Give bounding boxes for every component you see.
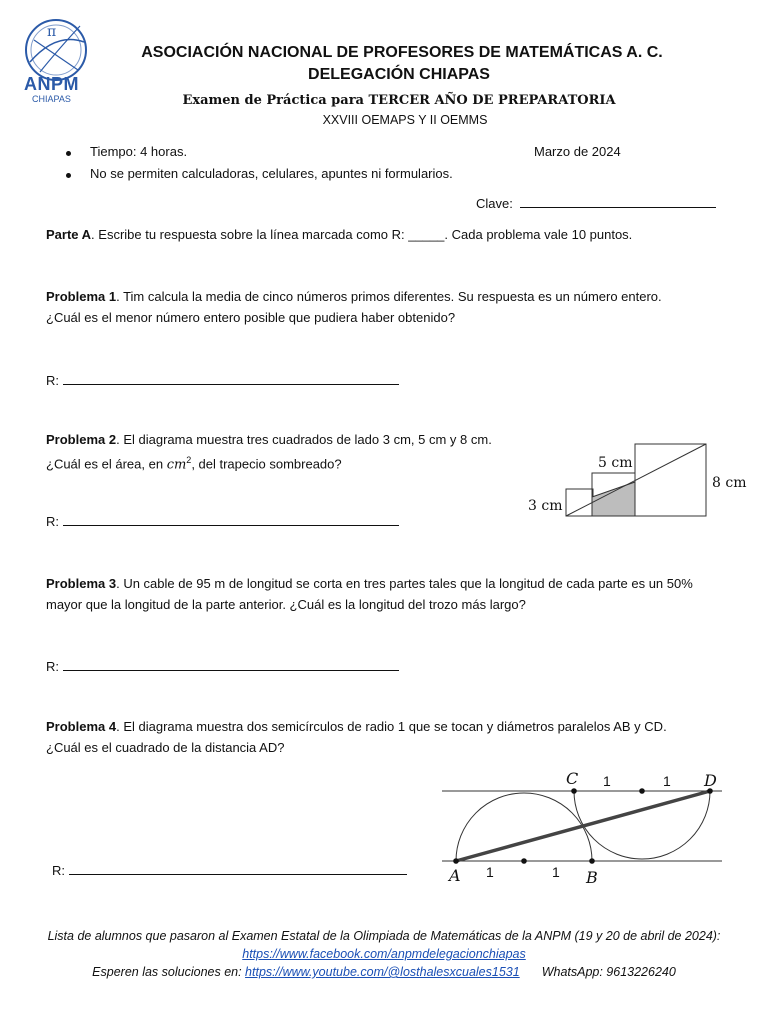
answer-label: R:: [46, 373, 59, 388]
bullet-icon: [66, 173, 71, 178]
midpoint-ab: [521, 858, 527, 864]
part-a-label: Parte A: [46, 227, 92, 242]
label-one: 1: [486, 864, 494, 880]
point-a: [453, 858, 459, 864]
answer-label: R:: [46, 659, 59, 674]
youtube-link[interactable]: https://www.youtube.com/@losthalesxcuales1531: [245, 965, 520, 979]
answer-3[interactable]: [46, 656, 399, 677]
label-5cm: 5 cm: [598, 455, 633, 471]
unit-cm: cm: [166, 457, 187, 473]
label-3cm: 3 cm: [528, 498, 563, 514]
large-square: [635, 444, 706, 516]
squares-diagram: [516, 432, 756, 524]
solutions-text: Esperen las soluciones en:: [92, 965, 246, 979]
exam-date: Marzo de 2024: [534, 144, 621, 159]
answer-1[interactable]: [46, 370, 399, 391]
problem-2-line2-post: , del trapecio sombreado?: [191, 456, 342, 472]
time-bullet: [70, 144, 187, 159]
label-a: A: [449, 866, 461, 885]
bullet-icon: [66, 151, 71, 156]
footer-solutions-row: [0, 963, 768, 982]
rules-bullet: [70, 166, 453, 181]
answer-2[interactable]: [46, 511, 399, 532]
label-8cm: 8 cm: [712, 475, 747, 491]
label-d: D: [704, 771, 717, 790]
problem-1-label: Problema 1: [46, 289, 117, 304]
label-one: 1: [663, 773, 671, 789]
problem-1-line2: ¿Cuál es el menor número entero posible que pudiera haber obtenido?: [46, 310, 456, 325]
problem-2-line2-pre: ¿Cuál es el área, en: [46, 456, 167, 472]
answer-label: R:: [52, 863, 65, 878]
problem-2: [46, 429, 492, 475]
clave-line[interactable]: [520, 195, 716, 208]
answer-3-line[interactable]: [63, 658, 399, 671]
problem-4-line1: . El diagrama muestra dos semicírculos de radio 1 que se tocan y diámetros paralelos AB y CD.: [116, 719, 667, 734]
problem-3-label: Problema 3: [46, 576, 117, 591]
label-c: C: [566, 769, 579, 788]
org-title-line1: ASOCIACIÓN NACIONAL DE PROFESORES DE MATEMÁTICAS A. C.: [141, 44, 663, 61]
label-one: 1: [552, 864, 560, 880]
label-b: B: [586, 868, 598, 887]
point-b: [589, 858, 595, 864]
rules-text: No se permiten calculadoras, celulares, apuntes ni formularios.: [90, 166, 453, 181]
problem-2-line1: . El diagrama muestra tres cuadrados de lado 3 cm, 5 cm y 8 cm.: [116, 432, 492, 447]
upper-semicircle: [574, 791, 710, 859]
problem-4-line2: ¿Cuál es el cuadrado de la distancia AD?: [46, 740, 285, 755]
problem-4-label: Problema 4: [46, 719, 117, 734]
logo-subtext: CHIAPAS: [32, 94, 71, 104]
answer-label: R:: [46, 514, 59, 529]
problem-3: [46, 573, 693, 615]
semicircles-diagram: [436, 764, 726, 890]
footer-link-row: [0, 945, 768, 964]
problem-1: [46, 286, 662, 328]
clave-field[interactable]: [476, 193, 716, 214]
logo-text: ANPM: [24, 74, 79, 94]
unit-exponent: 2: [186, 455, 192, 465]
footer-list-text: Lista de alumnos que pasaron al Examen Estatal de la Olimpiada de Matemáticas de la ANPM (19 y 20 de abril de 2024):: [47, 929, 721, 943]
problem-2-label: Problema 2: [46, 432, 117, 447]
answer-2-line[interactable]: [63, 513, 399, 526]
time-text: Tiempo: 4 horas.: [90, 144, 188, 159]
problem-3-line1: . Un cable de 95 m de longitud se corta en tres partes tales que la longitud de cada parte es un 50%: [116, 576, 693, 591]
answer-4-line[interactable]: [69, 862, 407, 875]
answer-1-line[interactable]: [63, 372, 399, 385]
facebook-link[interactable]: https://www.facebook.com/anpmdelegacionchiapas: [242, 947, 526, 961]
event-name: XXVIII OEMAPS Y II OEMMS: [322, 113, 488, 127]
svg-text:π: π: [47, 24, 57, 40]
problem-4: [46, 716, 667, 758]
problem-1-line1: . Tim calcula la media de cinco números primos diferentes. Su respuesta es un número entero.: [116, 289, 662, 304]
whatsapp-text: WhatsApp: 9613226240: [541, 965, 676, 979]
exam-title: Examen de Práctica para TERCER AÑO DE PREPARATORIA: [182, 93, 616, 108]
part-a-text: . Escribe tu respuesta sobre la línea marcada como R: _____. Cada problema vale 10 puntos.: [91, 227, 633, 242]
segment-ad: [456, 791, 710, 861]
small-square: [566, 489, 593, 516]
clave-label: Clave:: [476, 196, 513, 211]
diagonal-line: [566, 444, 706, 516]
midpoint-cd: [639, 788, 645, 794]
answer-4[interactable]: [52, 860, 407, 881]
org-title-line2: DELEGACIÓN CHIAPAS: [308, 66, 490, 83]
label-one: 1: [603, 773, 611, 789]
part-a-instructions: [46, 224, 632, 245]
point-c: [571, 788, 577, 794]
problem-3-line2: mayor que la longitud de la parte anterior. ¿Cuál es la longitud del trozo más largo?: [46, 597, 526, 612]
lower-semicircle: [456, 793, 592, 861]
